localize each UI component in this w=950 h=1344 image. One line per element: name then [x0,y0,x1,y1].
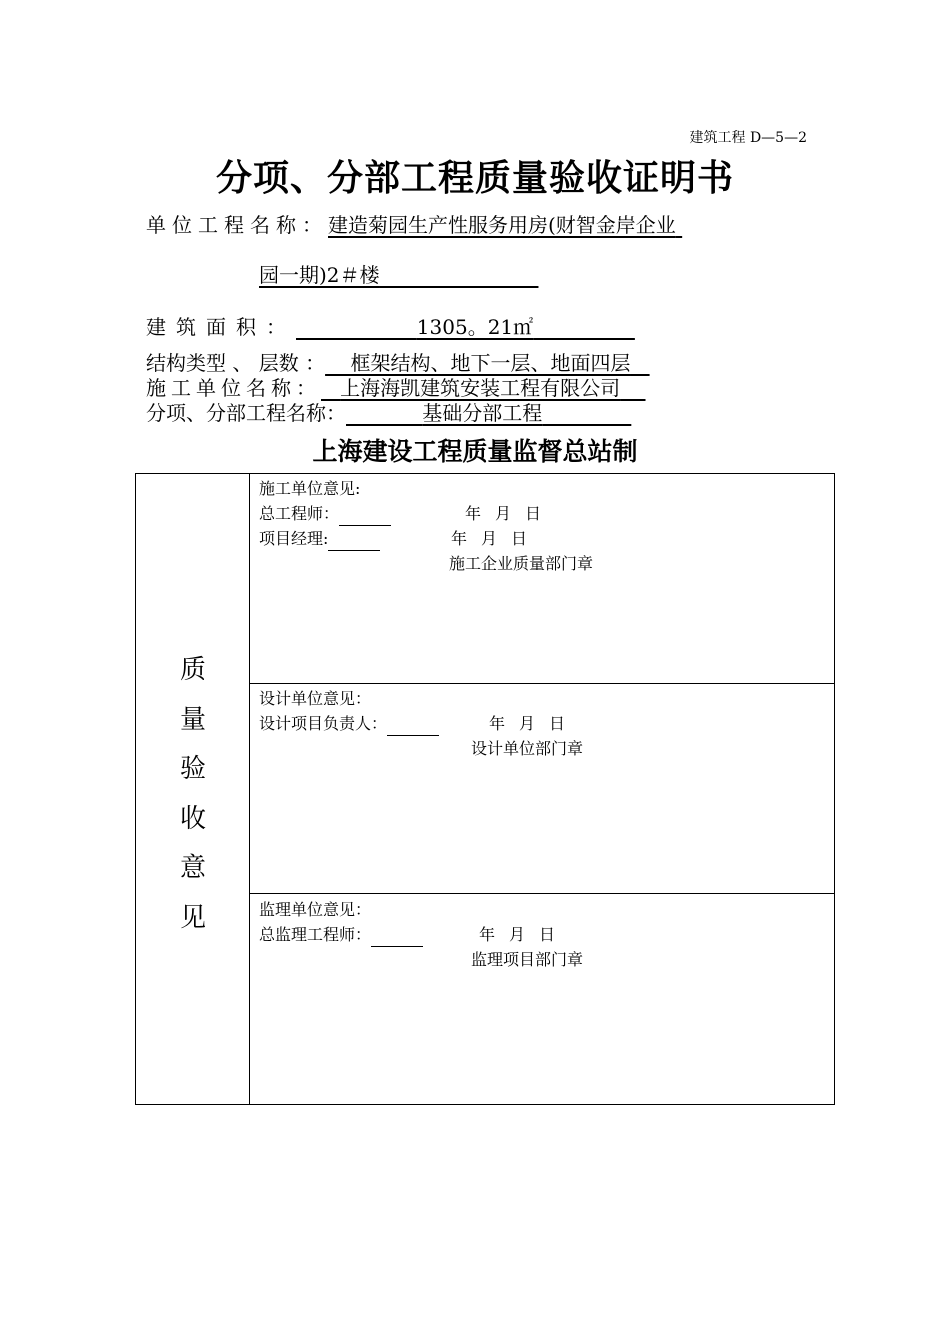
chief-supervisor-date: 年 月 日 [479,925,556,944]
chief-engineer-row [259,501,391,526]
vertical-char: 收 [179,803,206,834]
chief-engineer-signature-line [339,507,391,526]
area-label: 建筑面积： [146,315,296,339]
design-lead-date: 年 月 日 [489,714,566,733]
design-stamp-label: 设计单位部门章 [471,739,584,758]
unit-project-label: 单位工程名称： [146,213,328,237]
construction-heading: 施工单位意见: [259,479,361,498]
contractor-label: 施工单位名称： [146,376,321,400]
project-manager-signature-line [328,532,380,551]
subproject-label: 分项、分部工程名称： [146,401,346,425]
chief-supervisor-row [259,922,423,947]
chief-supervisor-label: 总监理工程师： [259,925,372,944]
vertical-char: 量 [179,704,206,735]
document-title: 分项、分部工程质量验收证明书 [215,158,734,199]
form-code: 建筑工程 D—5—2 [689,130,807,146]
supervision-heading: 监理单位意见： [259,900,372,919]
structure-label: 结构类型 、 层数 ： [146,351,326,375]
construction-stamp-label: 施工企业质量部门章 [449,554,594,573]
acceptance-table [135,473,835,1105]
chief-engineer-label: 总工程师： [259,504,340,523]
design-opinion-cell [250,684,834,894]
design-lead-label: 设计项目负责人： [259,714,388,733]
construction-opinion-cell [250,474,834,684]
vertical-char: 见 [179,902,206,933]
design-lead-row [259,711,439,736]
structure-value: 框架结构、地下一层、地面四层 [350,351,631,375]
supervision-stamp-label: 监理项目部门章 [471,950,584,969]
issuer-station: 上海建设工程质量监督总站制 [312,437,638,466]
project-manager-label: 项目经理: [259,529,329,548]
area-value: 1305。21㎡ [416,315,534,339]
quality-acceptance-opinion-column [136,474,250,1104]
subproject-line [146,397,631,426]
contractor-value: 上海海凯建筑安装工程有限公司 [340,376,621,400]
design-heading: 设计单位意见： [259,689,372,708]
design-lead-signature-line [387,717,439,736]
project-manager-row [259,526,380,551]
vertical-label [136,646,250,943]
vertical-char: 验 [179,754,206,784]
unit-project-value-1: 建造菊园生产性服务用房(财智金岸企业 [328,213,676,237]
supervision-opinion-cell [250,895,834,1105]
chief-engineer-date: 年 月 日 [465,504,542,523]
vertical-char: 质 [179,655,206,685]
area-line [146,311,635,340]
unit-project-value-2: 园一期)2＃楼 [259,263,380,287]
unit-project-line-2 [259,259,538,288]
vertical-char: 意 [179,853,206,883]
project-manager-date: 年 月 日 [451,529,528,548]
chief-supervisor-signature-line [371,928,423,947]
subproject-value: 基础分部工程 [422,401,543,425]
unit-project-line [146,209,682,238]
